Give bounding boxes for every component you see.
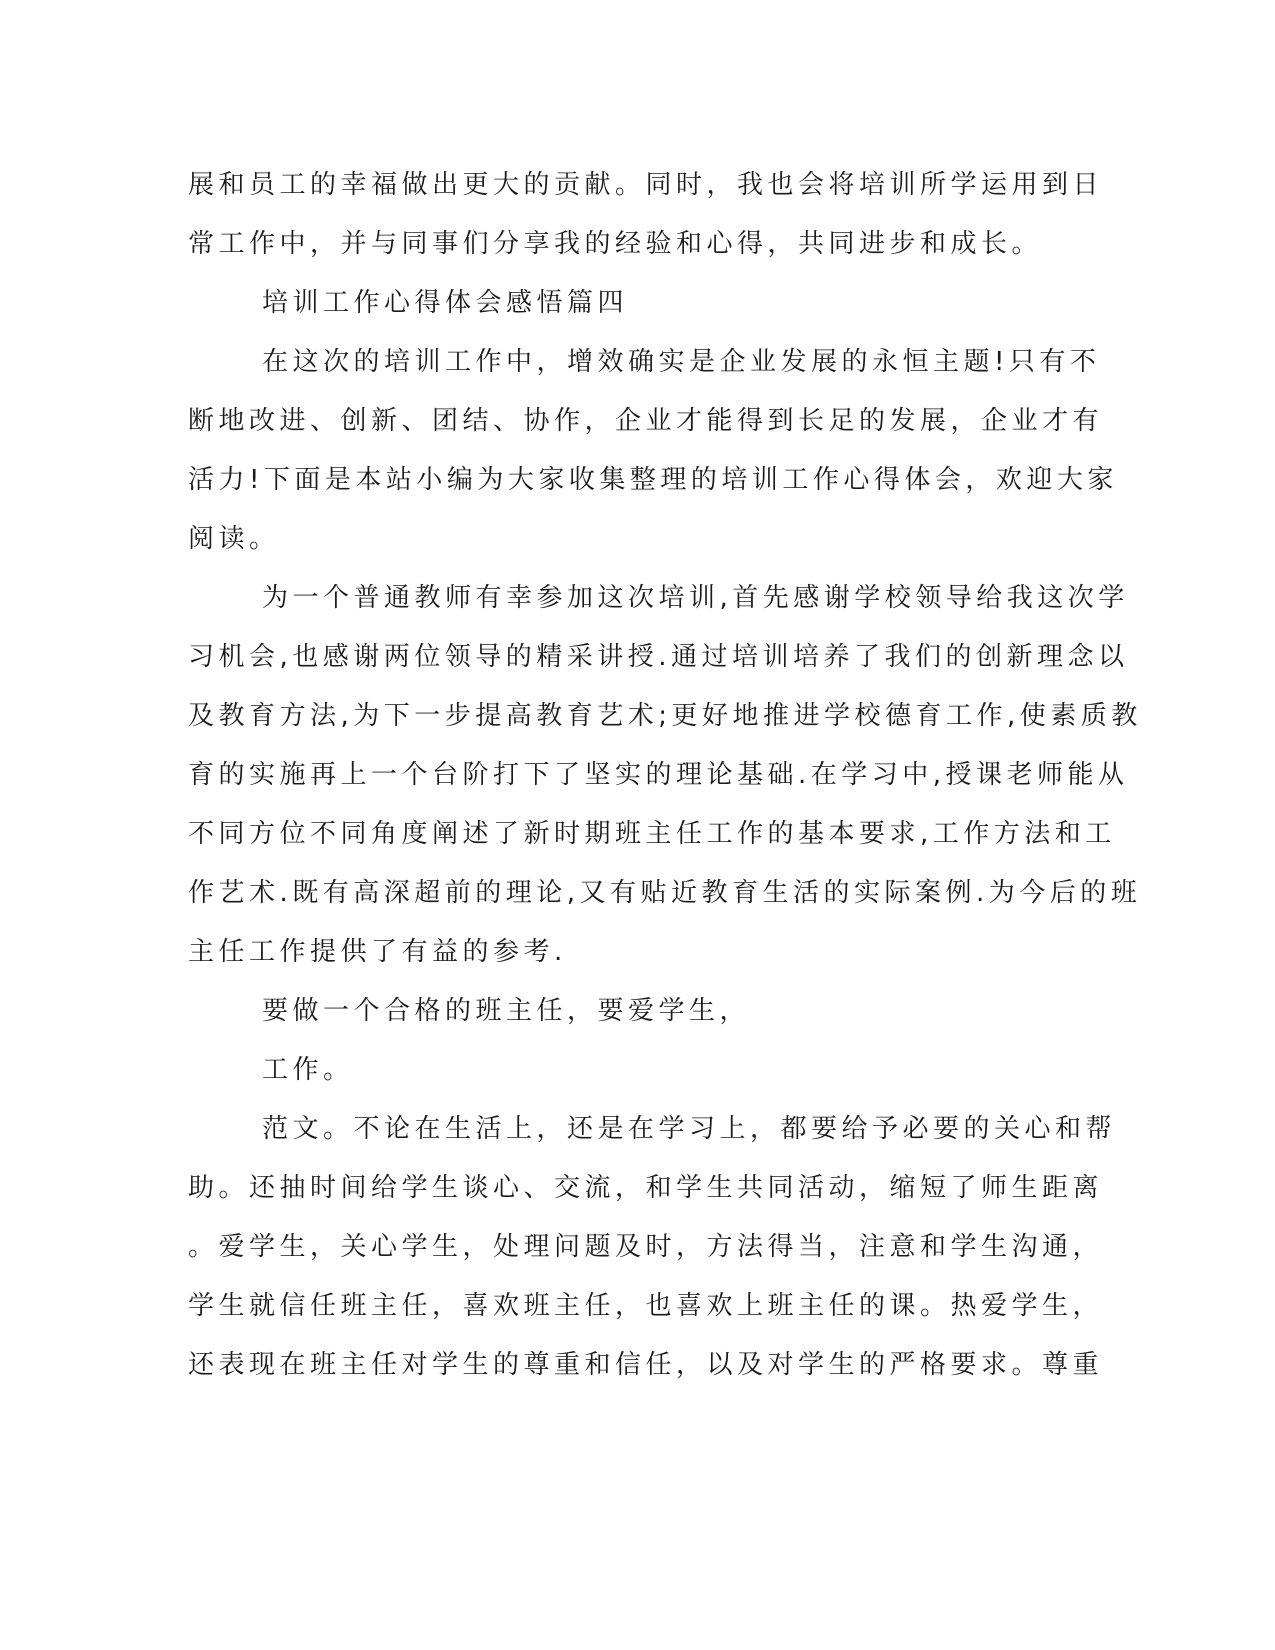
text-line-12: 不同方位不同角度阐述了新时期班主任工作的基本要求,工作方法和工 [188,819,1116,849]
text-line-18: 助。还抽时间给学生谈心、交流，和学生共同活动，缩短了师生距离 [188,1173,1104,1203]
text-line-16: 工作。 [262,1055,354,1085]
text-line-1: 展和员工的幸福做出更大的贡献。同时，我也会将培训所学运用到日 [188,170,1104,200]
text-line-4: 在这次的培训工作中，增效确实是企业发展的永恒主题!只有不 [262,347,1101,377]
text-line-21: 还表现在班主任对学生的尊重和信任，以及对学生的严格要求。尊重 [188,1350,1104,1380]
text-line-9: 习机会,也感谢两位领导的精采讲授.通过培训培养了我们的创新理念以 [188,642,1129,672]
text-line-5: 断地改进、创新、团结、协作，企业才能得到长足的发展，企业才有 [188,406,1104,436]
text-line-2: 常工作中，并与同事们分享我的经验和心得，共同进步和成长。 [188,229,1043,259]
text-line-8: 为一个普通教师有幸参加这次培训,首先感谢学校领导给我这次学 [262,583,1129,613]
text-line-13: 作艺术.既有高深超前的理论,又有贴近教育生活的实际案例.为今后的班 [188,878,1142,908]
text-line-7: 阅读。 [188,524,280,554]
text-line-20: 学生就信任班主任，喜欢班主任，也喜欢上班主任的课。热爱学生， [188,1291,1104,1321]
text-line-19: 。爱学生，关心学生，处理问题及时，方法得当，注意和学生沟通， [188,1232,1104,1262]
section-heading: 培训工作心得体会感悟篇四 [262,288,629,318]
text-line-14: 主任工作提供了有益的参考. [188,937,567,967]
text-line-6: 活力!下面是本站小编为大家收集整理的培训工作心得体会，欢迎大家 [188,465,1118,495]
text-line-15: 要做一个合格的班主任，要爱学生， [262,996,751,1026]
text-line-17: 范文。不论在生活上，还是在学习上，都要给予必要的关心和帮 [262,1114,1117,1144]
text-line-11: 育的实施再上一个台阶打下了坚实的理论基础.在学习中,授课老师能从 [188,760,1129,790]
text-line-10: 及教育方法,为下一步提高教育艺术;更好地推进学校德育工作,使素质教 [188,701,1142,731]
